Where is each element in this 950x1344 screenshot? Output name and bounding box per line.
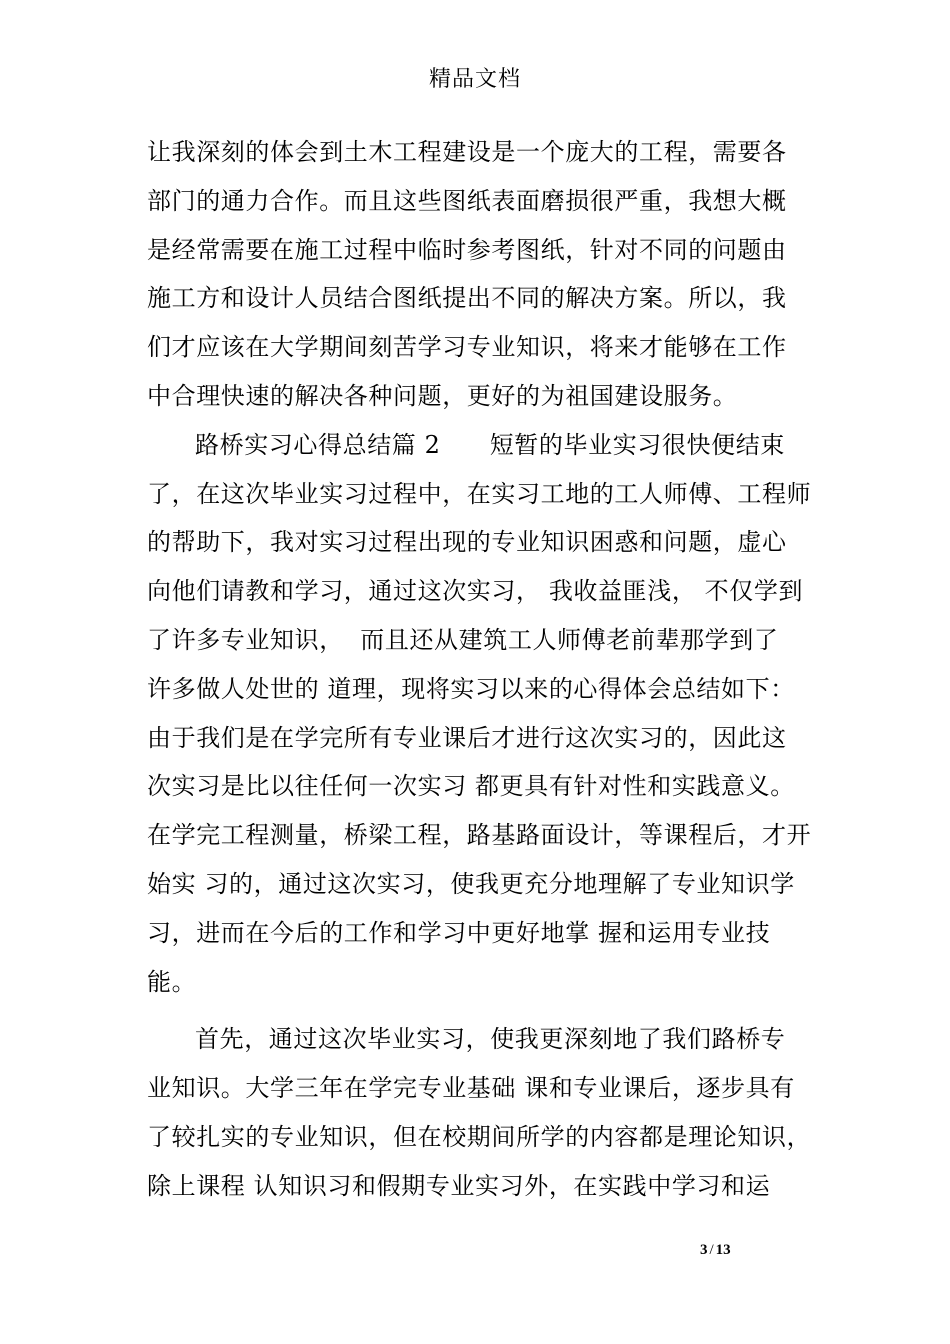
current-page-number: 3 <box>700 1242 708 1258</box>
text-line: 的帮助下，我对实习过程出现的专业知识困惑和问题，虚心 <box>147 528 787 557</box>
page-number-separator: / <box>709 1242 714 1258</box>
text-line: 了，在这次毕业实习过程中，在实习工地的工人师傅、工程师 <box>147 479 812 508</box>
text-line: 向他们请教和学习，通过这次实习， 我收益匪浅， 不仅学到 <box>147 577 804 606</box>
page-number <box>700 1240 820 1260</box>
text-line: 了许多专业知识， 而且还从建筑工人师傅老前辈那学到了 <box>147 625 779 654</box>
text-line: 次实习是比以往任何一次实习 都更具有针对性和实践意义。 <box>147 772 795 801</box>
text-line: 是经常需要在施工过程中临时参考图纸，针对不同的问题由 <box>147 235 787 264</box>
text-line: 了较扎实的专业知识，但在校期间所学的内容都是理论知识， <box>147 1122 812 1151</box>
text-line: 在学完工程测量，桥梁工程，路基路面设计，等课程后，才开 <box>147 821 812 850</box>
text-line: 部门的通力合作。而且这些图纸表面磨损很严重，我想大概 <box>147 186 787 215</box>
text-line: 始实 习的，通过这次实习，使我更充分地理解了专业知识学 <box>147 869 795 898</box>
paragraph-1 <box>147 128 807 421</box>
page-header-title: 精品文档 <box>428 67 521 92</box>
text-line: 让我深刻的体会到土木工程建设是一个庞大的工程，需要各 <box>147 138 787 166</box>
text-line: 首先，通过这次毕业实习，使我更深刻地了我们路桥专 <box>195 1025 786 1054</box>
text-line: 除上课程 认知识习和假期专业实习外，在实践中学习和运 <box>147 1171 771 1200</box>
text-line: 能。 <box>147 967 197 996</box>
total-page-count: 13 <box>715 1242 731 1258</box>
document-body <box>147 128 812 1211</box>
text-line: 中合理快速的解决各种问题，更好的为祖国建设服务。 <box>147 381 738 410</box>
paragraph-spacer <box>147 1006 807 1015</box>
text-line: 施工方和设计人员结合图纸提出不同的解决方案。所以，我 <box>147 284 787 313</box>
paragraph-3 <box>147 1015 812 1210</box>
text-line: 业知识。大学三年在学完专业基础 课和专业课后，逐步具有 <box>147 1074 795 1103</box>
paragraph-2 <box>147 421 812 1007</box>
text-line: 由于我们是在学完所有专业课后才进行这次实习的，因此这 <box>147 723 787 752</box>
text-line: 许多做人处世的 道理，现将实习以来的心得体会总结如下： <box>147 674 795 703</box>
text-line: 路桥实习心得总结篇 2 短暂的毕业实习很快便结束 <box>195 430 785 459</box>
text-line: 们才应该在大学期间刻苦学习专业知识，将来才能够在工作 <box>147 333 787 362</box>
text-line: 习，进而在今后的工作和学习中更好地掌 握和运用专业技 <box>147 918 771 947</box>
